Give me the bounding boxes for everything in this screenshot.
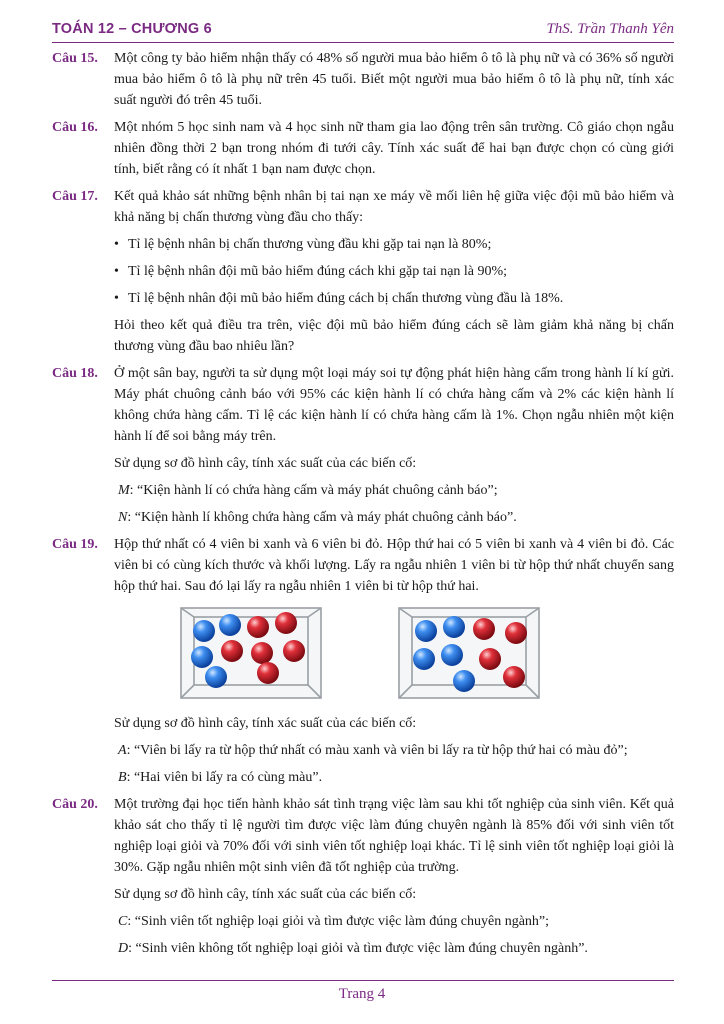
- blue-ball: [413, 648, 435, 670]
- bullet-icon: •: [114, 264, 119, 279]
- ball-boxes-figure: [114, 607, 674, 701]
- red-ball: [505, 622, 527, 644]
- event-symbol: A: [118, 743, 127, 758]
- event-n: [114, 507, 674, 528]
- bullet-item: [114, 234, 674, 255]
- question-text: Ở một sân bay, người ta sử dụng một loại máy soi tự động phát hiện hàng cấm trong hành lí kí gửi. Máy phát chuông cảnh báo với 95% các kiện hành lí có chứa hàng cấm và 2% các kiện hành lí không chứa hàng cấm. Tỉ lệ các kiện hành lí có chứa hàng cấm là 1%. Chọn ngẫu nhiên một kiện hành lí để soi bằng máy trên.: [114, 366, 674, 444]
- bullet-text: Tỉ lệ bệnh nhân bị chấn thương vùng đầu khi gặp tai nạn là 80%;: [128, 237, 492, 252]
- question-19: [52, 534, 674, 788]
- event-symbol: C: [118, 914, 128, 929]
- blue-ball: [219, 614, 241, 636]
- author-name: ThS. Trần Thanh Yên: [546, 21, 674, 37]
- event-d: [114, 938, 674, 959]
- blue-ball: [193, 620, 215, 642]
- red-ball: [221, 640, 243, 662]
- event-text: : “Sinh viên không tốt nghiệp loại giỏi và tìm được việc làm đúng chuyên ngành”.: [128, 941, 588, 956]
- instruction-text: Sử dụng sơ đồ hình cây, tính xác suất của các biến cố:: [114, 716, 417, 731]
- red-ball: [247, 616, 269, 638]
- bullet-text: Tỉ lệ bệnh nhân đội mũ bảo hiểm đúng cách khi gặp tai nạn là 90%;: [128, 264, 508, 279]
- bullet-icon: •: [114, 291, 119, 306]
- question-18: [52, 363, 674, 528]
- bullet-item: [114, 288, 674, 309]
- event-c: [114, 911, 674, 932]
- event-symbol: N: [118, 510, 128, 525]
- event-text: : “Hai viên bi lấy ra có cùng màu”.: [126, 770, 323, 785]
- red-ball: [251, 642, 273, 664]
- instruction-text: Sử dụng sơ đồ hình cây, tính xác suất của các biến cố:: [114, 456, 417, 471]
- blue-ball: [443, 616, 465, 638]
- question-label: Câu 16.: [52, 120, 98, 135]
- question-intro: Kết quả khảo sát những bệnh nhân bị tai nạn xe máy về mối liên hệ giữa việc đội mũ bảo hiểm và khả năng bị chấn thương vùng đầu cho thấy:: [114, 189, 674, 225]
- page-header: [52, 18, 674, 43]
- blue-ball: [441, 644, 463, 666]
- event-a: [114, 740, 674, 761]
- event-b: [114, 767, 674, 788]
- footer-divider: [52, 980, 674, 981]
- question-label: Câu 17.: [52, 189, 98, 204]
- page-content: [52, 48, 674, 965]
- box-2-illustration: [398, 607, 540, 699]
- question-label: Câu 15.: [52, 51, 98, 66]
- question-15: [52, 48, 674, 111]
- red-ball: [257, 662, 279, 684]
- event-symbol: D: [118, 941, 129, 956]
- event-text: : “Sinh viên tốt nghiệp loại giỏi và tìm được việc làm đúng chuyên ngành”;: [127, 914, 550, 929]
- event-symbol: B: [118, 770, 127, 785]
- red-ball: [473, 618, 495, 640]
- red-ball: [503, 666, 525, 688]
- event-symbol: M: [118, 483, 130, 498]
- blue-ball: [415, 620, 437, 642]
- box-1-illustration: [180, 607, 322, 699]
- red-ball: [275, 612, 297, 634]
- question-text: Hỏi theo kết quả điều tra trên, việc đội mũ bảo hiểm đúng cách sẽ làm giảm khả năng bị chấn thương vùng đầu bao nhiêu lần?: [114, 318, 674, 354]
- question-label: Câu 20.: [52, 797, 98, 812]
- event-text: : “Viên bi lấy ra từ hộp thứ nhất có màu xanh và viên bi lấy ra từ hộp thứ hai có màu đỏ”;: [126, 743, 628, 758]
- bullet-text: Tỉ lệ bệnh nhân đội mũ bảo hiểm đúng cách bị chấn thương vùng đầu là 18%.: [128, 291, 564, 306]
- red-ball: [283, 640, 305, 662]
- chapter-title: TOÁN 12 – CHƯƠNG 6: [52, 21, 212, 37]
- question-20: [52, 794, 674, 959]
- red-ball: [479, 648, 501, 670]
- question-label: Câu 18.: [52, 366, 98, 381]
- question-17: [52, 186, 674, 357]
- event-text: : “Kiện hành lí có chứa hàng cấm và máy phát chuông cảnh báo”;: [129, 483, 498, 498]
- question-text: Một trường đại học tiến hành khảo sát tình trạng việc làm sau khi tốt nghiệp của sinh viên. Kết quả khảo sát cho thấy tỉ lệ người tìm được việc làm đúng chuyên ngành là 85% đối với sinh viên tốt nghiệp loại giỏi và 70% đối với sinh viên tốt nghiệp loại khác. Tỉ lệ sinh viên tốt nghiệp loại giỏi là 30%. Gặp ngẫu nhiên một sinh viên đã tốt nghiệp của trường.: [114, 797, 674, 875]
- question-16: [52, 117, 674, 180]
- question-text: Hộp thứ nhất có 4 viên bi xanh và 6 viên bi đỏ. Hộp thứ hai có 5 viên bi xanh và 4 viên bi đỏ. Các viên bi có cùng kích thước và khối lượng. Lấy ra ngẫu nhiên 1 viên bi từ hộp thứ nhất chuyển sang hộp thứ hai. Sau đó lại lấy ra ngẫu nhiên 1 viên bi từ hộp thứ hai.: [114, 537, 674, 594]
- blue-ball: [191, 646, 213, 668]
- blue-ball: [205, 666, 227, 688]
- question-text: Một công ty bảo hiểm nhận thấy có 48% số người mua bảo hiểm ô tô là phụ nữ và có 36% số người mua bảo hiểm ô tô là phụ nữ trên 45 tuổi. Biết một người mua bảo hiểm ô tô là phụ nữ, tính xác suất người đó trên 45 tuổi.: [114, 51, 674, 108]
- event-m: [114, 480, 674, 501]
- page-number: Trang 4: [338, 986, 386, 1002]
- event-text: : “Kiện hành lí không chứa hàng cấm và máy phát chuông cảnh báo”.: [127, 510, 517, 525]
- instruction-text: Sử dụng sơ đồ hình cây, tính xác suất của các biến cố:: [114, 887, 417, 902]
- bullet-icon: •: [114, 237, 119, 252]
- blue-ball: [453, 670, 475, 692]
- bullet-item: [114, 261, 674, 282]
- question-label: Câu 19.: [52, 537, 98, 552]
- question-text: Một nhóm 5 học sinh nam và 4 học sinh nữ tham gia lao động trên sân trường. Cô giáo chọn ngẫu nhiên đồng thời 2 bạn trong nhóm đi tưới cây. Tính xác suất để hai bạn được chọn có cùng giới tính, biết rằng có ít nhất 1 bạn nam được chọn.: [114, 120, 674, 177]
